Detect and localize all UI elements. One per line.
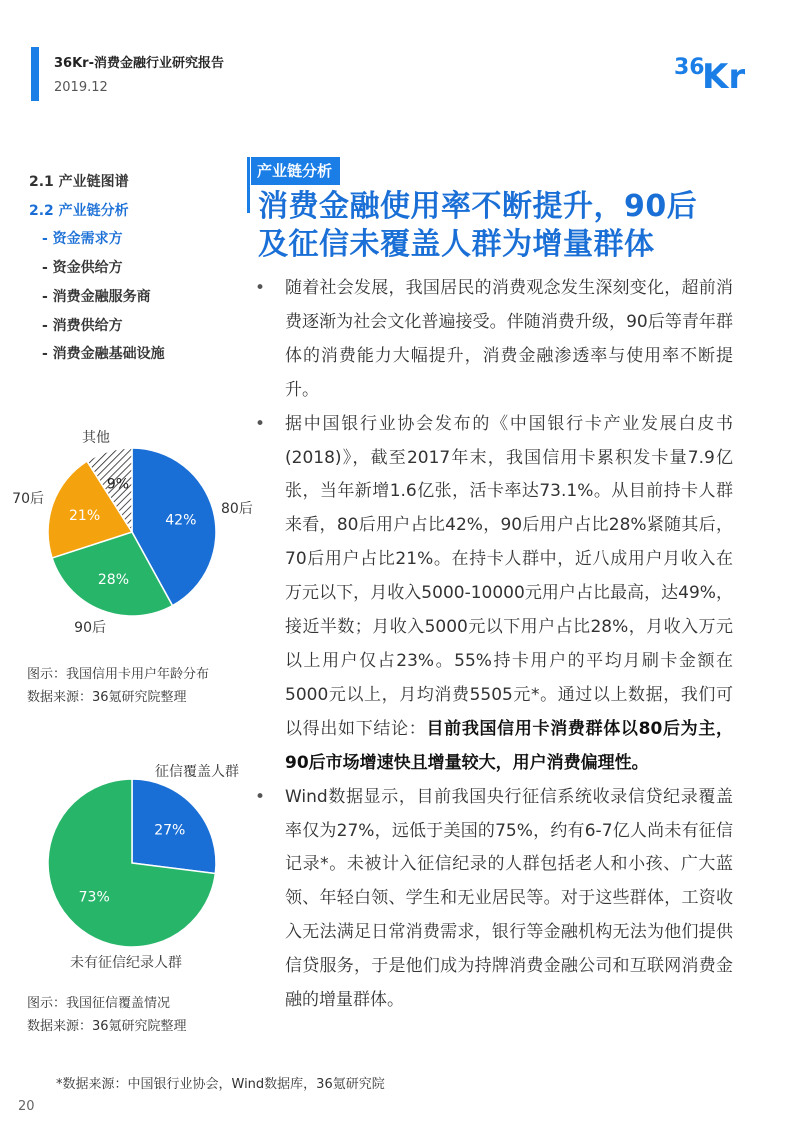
bullet-paragraph-2	[255, 408, 733, 781]
nav-item-funding-supply[interactable]: - 资金供给方	[42, 260, 123, 277]
pie-value-label-1: 73%	[78, 889, 110, 906]
pie-category-label-1: 90后	[74, 620, 106, 636]
paragraph-2-text: 据中国银行业协会发布的《中国银行卡产业发展白皮书(2018)》，截至2017年末，我国信用卡累积发卡量7.9亿张，当年新增1.6亿张，活卡率达73.1%。从目前持卡人群来看，80后用户占比42%，90后用户占比28%紧随其后，70后用户占比21%。在持卡人群中，近八成用户月收入在万元以下，月收入5000-10000元用户占比最高，达49%，接近半数；月收入5000元以下用户占比28%，月收入万元以上用户仅占23%。55%持卡用户的平均月刷卡金额在5000元以上，月均消费5505元*。通过以上数据，我们可以得出如下结论：	[285, 413, 733, 739]
logo-36: 36	[674, 55, 705, 80]
nav-item-consumer-supply[interactable]: - 消费供给方	[42, 317, 123, 334]
report-title: 36Kr-消费金融行业研究报告	[54, 56, 224, 71]
pie-category-label-0: 征信覆盖人群	[155, 764, 239, 780]
report-date: 2019.12	[54, 80, 108, 95]
nav-item-2-1[interactable]: 2.1 产业链图谱	[29, 174, 129, 190]
pie-category-label-1: 未有征信纪录人群	[70, 955, 182, 971]
pie-category-label-2: 70后	[12, 491, 44, 507]
bullet-icon: •	[255, 786, 266, 807]
paragraph-2-conclusion: 目前我国信用卡消费群体以80后为主，90后市场增速快且增量较大，用户消费偏理性。	[285, 718, 733, 773]
chart-1-title: 图示：我国信用卡用户年龄分布	[27, 667, 210, 682]
pie-value-label-3: 9%	[106, 476, 130, 493]
pie-charts-svg	[0, 0, 260, 1000]
brand-logo	[672, 40, 764, 92]
pie-value-label-0: 27%	[154, 822, 186, 839]
nav-item-2-2[interactable]: 2.2 产业链分析	[29, 202, 129, 219]
footnote: *数据来源：中国银行业协会，Wind数据库，36氪研究院	[56, 1077, 385, 1092]
body-text	[255, 272, 733, 1018]
paragraph-1-text: 随着社会发展，我国居民的消费观念发生深刻变化，超前消费逐渐为社会文化普遍接受。伴随消费升级，90后等青年群体的消费能力大幅提升，消费金融渗透率与使用率不断提升。	[285, 278, 733, 400]
pie-category-label-3: 其他	[82, 430, 110, 446]
pie-value-label-0: 42%	[165, 512, 197, 529]
pie-category-label-0: 80后	[221, 501, 253, 517]
nav-item-funding-demand[interactable]: - 资金需求方	[42, 231, 123, 248]
pie-chart-age-distribution	[12, 430, 253, 636]
pie-value-label-1: 28%	[97, 571, 130, 588]
headline-line-1: 消费金融使用率不断提升，90后	[258, 189, 698, 224]
bullet-paragraph-1	[255, 272, 733, 408]
chart-1-source: 数据来源：36氪研究院整理	[27, 690, 187, 705]
paragraph-3-text: Wind数据显示，目前我国央行征信系统收录信贷纪录覆盖率仅为27%，远低于美国的75%，约有6-7亿人尚未有征信记录*。未被计入征信纪录的人群包括老人和小孩、广大蓝领、年轻白领、学生和无业居民等。对于这些群体，工资收入无法满足日常消费需求，银行等金融机构无法为他们提供信贷服务，于是他们成为持牌消费金融公司和互联网消费金融的增量群体。	[285, 786, 733, 1011]
headline-line-2: 及征信未覆盖人群为增量群体	[258, 227, 655, 262]
page-number: 20	[18, 1099, 35, 1114]
page-headline	[258, 188, 778, 264]
nav-item-infrastructure[interactable]: - 消费金融基础设施	[42, 346, 165, 363]
bullet-icon: •	[255, 413, 266, 434]
chart-2-title: 图示：我国征信覆盖情况	[27, 996, 171, 1011]
bullet-paragraph-3	[255, 781, 733, 1018]
logo-kr: Kr	[702, 57, 746, 92]
chart-1-caption	[27, 663, 209, 709]
pie-chart-credit-coverage	[48, 764, 239, 971]
nav-item-service-provider[interactable]: - 消费金融服务商	[42, 288, 151, 305]
chart-2-caption	[27, 992, 187, 1038]
bullet-icon: •	[255, 278, 266, 298]
pie-value-label-2: 21%	[69, 507, 101, 524]
chart-2-source: 数据来源：36氪研究院整理	[27, 1019, 187, 1034]
section-tag: 产业链分析	[251, 157, 340, 185]
